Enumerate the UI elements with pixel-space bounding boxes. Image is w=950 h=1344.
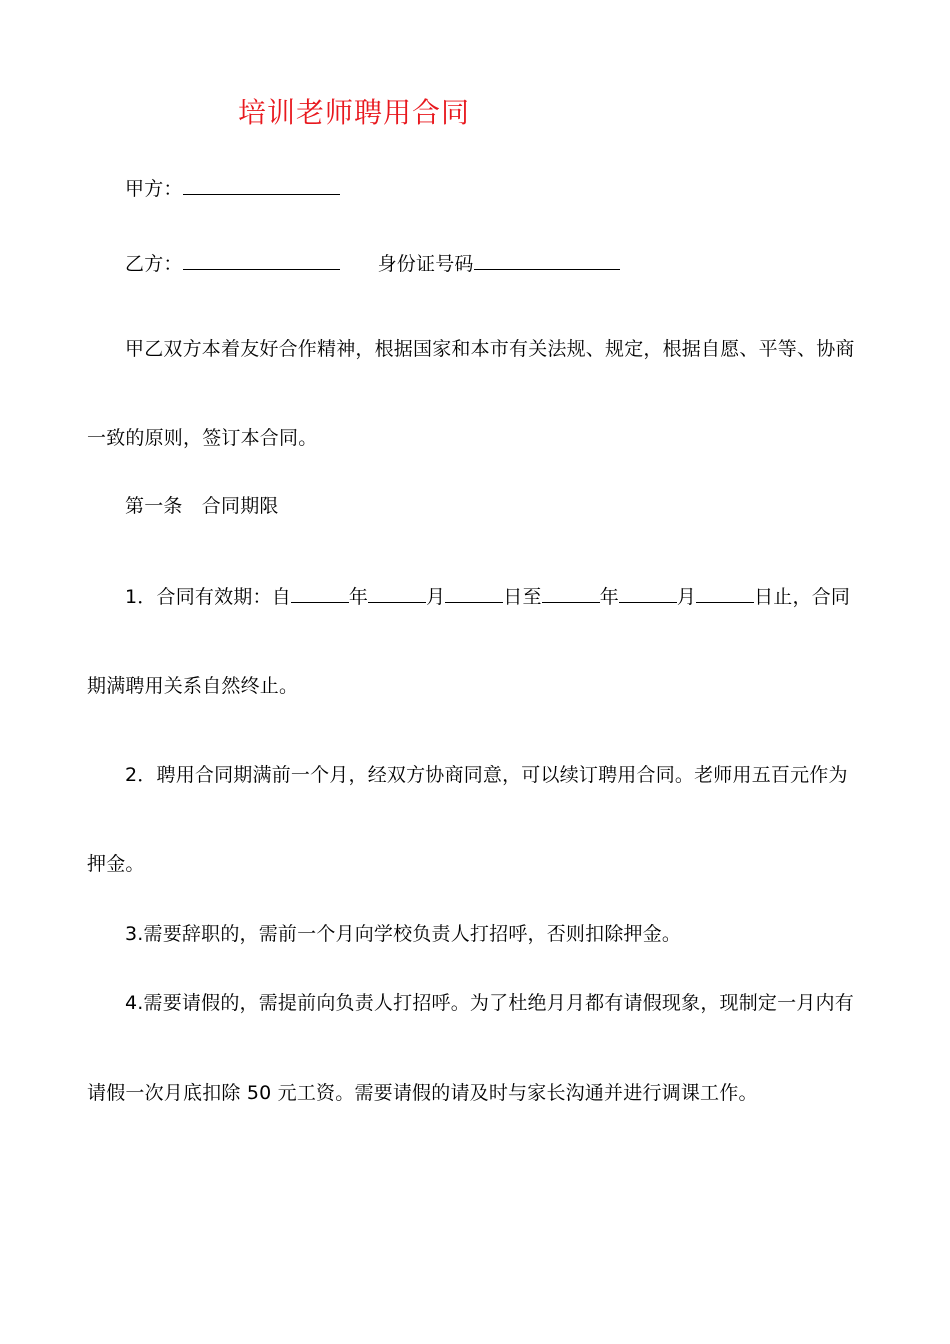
clause-1-line-1 (125, 584, 850, 609)
clause-2-line-2: 押金。 (87, 853, 145, 875)
day-label: 日至 (503, 586, 542, 608)
clause-3-line-1: 3.需要辞职的，需前一个月向学校负责人打招呼，否则扣除押金。 (125, 923, 682, 945)
year-label: 年 (599, 586, 619, 608)
party-b-line (125, 251, 620, 276)
party-b-label: 乙方： (125, 253, 183, 275)
clause-1-line-2: 期满聘用关系自然终止。 (87, 675, 299, 697)
end-year-blank (542, 584, 600, 603)
party-b-blank (183, 251, 340, 270)
intro-line-1: 甲乙双方本着友好合作精神，根据国家和本市有关法规、规定，根据自愿、平等、协商 (125, 338, 855, 360)
document-title: 培训老师聘用合同 (238, 96, 471, 129)
party-a-label: 甲方： (125, 178, 183, 200)
start-year-blank (291, 584, 349, 603)
clause-4-line-2: 请假一次月底扣除 50 元工资。需要请假的请及时与家长沟通并进行调课工作。 (87, 1082, 758, 1104)
end-month-blank (619, 584, 677, 603)
start-month-blank (368, 584, 426, 603)
article-1-heading: 第一条 合同期限 (125, 495, 279, 517)
day-label: 日止，合同 (754, 586, 851, 608)
start-day-blank (445, 584, 503, 603)
clause-2-line-1: 2．聘用合同期满前一个月，经双方协商同意，可以续订聘用合同。老师用五百元作为 (125, 764, 848, 786)
end-day-blank (696, 584, 754, 603)
intro-line-2: 一致的原则，签订本合同。 (87, 427, 318, 449)
month-label: 月 (676, 586, 697, 608)
id-number-blank (474, 251, 620, 270)
month-label: 月 (426, 586, 446, 608)
party-a-blank (183, 176, 340, 195)
id-number-label: 身份证号码 (377, 253, 474, 275)
clause-4-line-1: 4.需要请假的，需提前向负责人打招呼。为了杜绝月月都有请假现象，现制定一月内有 (125, 992, 854, 1014)
clause-1-prefix: 1．合同有效期：自 (125, 586, 291, 608)
party-a-line (125, 176, 340, 201)
year-label: 年 (348, 586, 369, 608)
